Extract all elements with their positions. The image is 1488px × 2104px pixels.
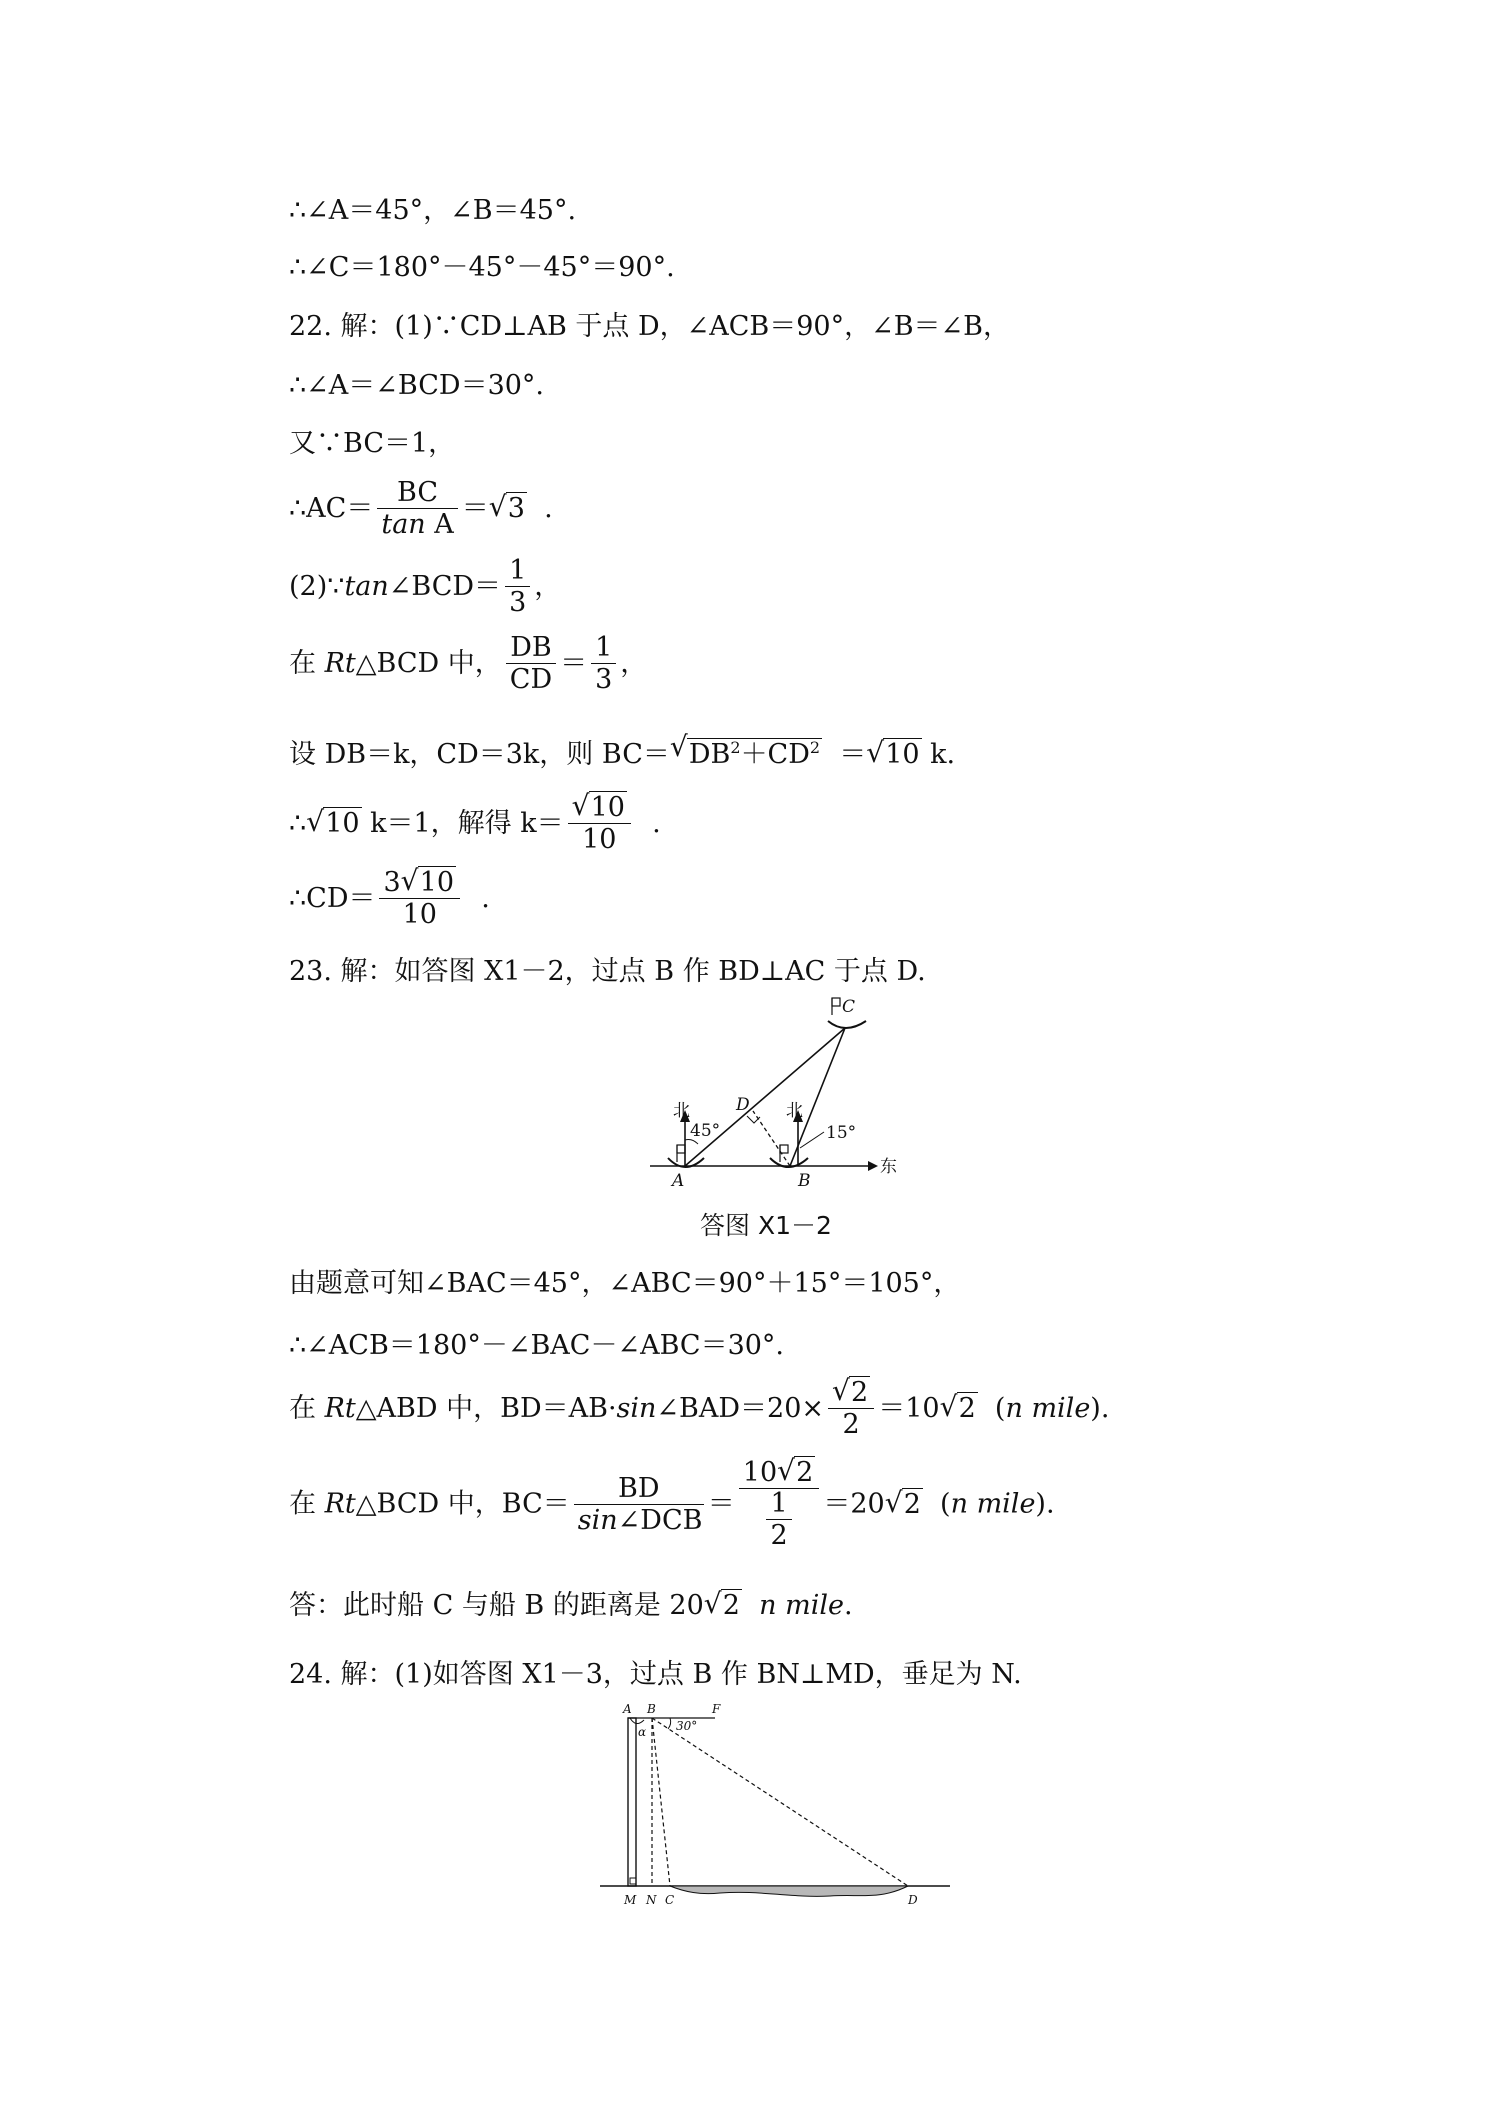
label-b: B [798,1171,811,1190]
line-22-header: 22. 解：(1)∵CD⊥AB 于点 D，∠ACB＝90°，∠B＝∠B， [289,311,1011,342]
line-ac-formula: ∴AC＝ $\frac{BC}{\text{tan A}}$ ＝ √ 3 . [289,477,553,540]
line-rt-bcd: 在 Rt△BCD 中， $\frac{DB}{CD}$ ＝ $\frac{1}{3}$ ， [289,632,648,695]
label-m: M [624,1893,637,1907]
figure-x1-2 [640,990,920,1190]
label-c: C [842,997,856,1017]
label-b: B [647,1702,656,1716]
label-45: 45° [690,1121,721,1141]
line-24-header: 24. 解：(1)如答图 X1－3，过点 B 作 BN⊥MD，垂足为 N. [289,1659,1022,1690]
fraction: √ 10 10 [568,793,631,856]
denominator: tan A [381,509,454,540]
line-tan-bcd: (2)∵tan∠BCD＝ $\frac{1}{3}$ ， [289,555,562,618]
compound-fraction: 10 √ 2 $\frac{1}{2}$ [739,1458,820,1552]
label-d: D [908,1893,918,1907]
sqrt: √ $DB^2+CD^2$ [669,730,821,770]
label-east: 东 [880,1157,897,1177]
line-answer: 答：此时船 C 与船 B 的距离是 20 √ 2 n mile. [289,1587,853,1621]
label-c: C [665,1893,675,1907]
fraction: $\frac{BD}{\text{sin∠DCB}}$ [574,1474,704,1537]
figure-x1-3 [590,1700,970,1930]
sqrt: √ 10 [306,805,360,839]
label-a: A [623,1702,632,1716]
line-1: ∴∠A＝45°，∠B＝45°. [289,195,577,226]
fraction: $\frac{DB}{CD}$ [506,633,556,696]
label-30: 30° [676,1719,698,1733]
sqrt: √ 2 [703,1587,740,1621]
figure-caption: 答图 X1－2 [700,1211,832,1240]
label-alpha: α [638,1725,647,1739]
label-15: 15° [826,1123,857,1143]
line-23-header: 23. 解：如答图 X1－2，过点 B 作 BD⊥AC 于点 D. [289,956,926,987]
numerator: BC [377,478,457,509]
fraction: $\frac{1}{3}$ [591,633,616,696]
label-n: N [646,1893,657,1907]
line-set-db: 设 DB＝k，CD＝3k，则 BC＝ √ $DB^2+CD^2$ ＝ √ 10 k. [289,730,956,770]
sqrt: √ 3 [488,490,525,524]
label-d: D [736,1095,750,1115]
text: ＝ [461,493,489,524]
line-4: ∴∠A＝∠BCD＝30°. [289,370,545,401]
line-rt-bcd-2: 在 Rt△BCD 中，BC＝ $\frac{BD}{\text{sin∠DCB}}$ ＝ 10 √ 2 $\frac{1}{2}$ ＝20 √ 2 (n mile). [289,1454,1055,1551]
fraction: 3 √ 10 10 [379,868,460,931]
line-solve-k: ∴ √ 10 k＝1，解得 k＝ √ 10 10 . [289,789,661,855]
line-14: ∴∠ACB＝180°－∠BAC－∠ABC＝30°. [289,1330,785,1361]
line-rt-abd: 在 Rt△ABD 中，BD＝AB·sin∠BAD＝20× √ 2 2 ＝10 √ 2 (n mile). [289,1374,1110,1440]
text: ∴AC＝ [289,493,374,524]
fraction [377,478,457,541]
fraction: $\frac{1}{3}$ [505,556,530,619]
label-f: F [712,1702,721,1716]
label-north-b: 北 [786,1101,803,1121]
line-13: 由题意可知∠BAC＝45°，∠ABC＝90°＋15°＝105°， [289,1268,961,1299]
sqrt: √ 10 [866,736,920,770]
label-north-a: 北 [673,1101,690,1121]
fraction: √ 2 2 [828,1378,874,1441]
label-a: A [672,1171,685,1190]
line-cd-value: ∴CD＝ 3 √ 10 10 . [289,864,490,930]
line-2: ∴∠C＝180°－45°－45°＝90°. [289,252,675,283]
line-5: 又∵BC＝1， [289,428,456,459]
